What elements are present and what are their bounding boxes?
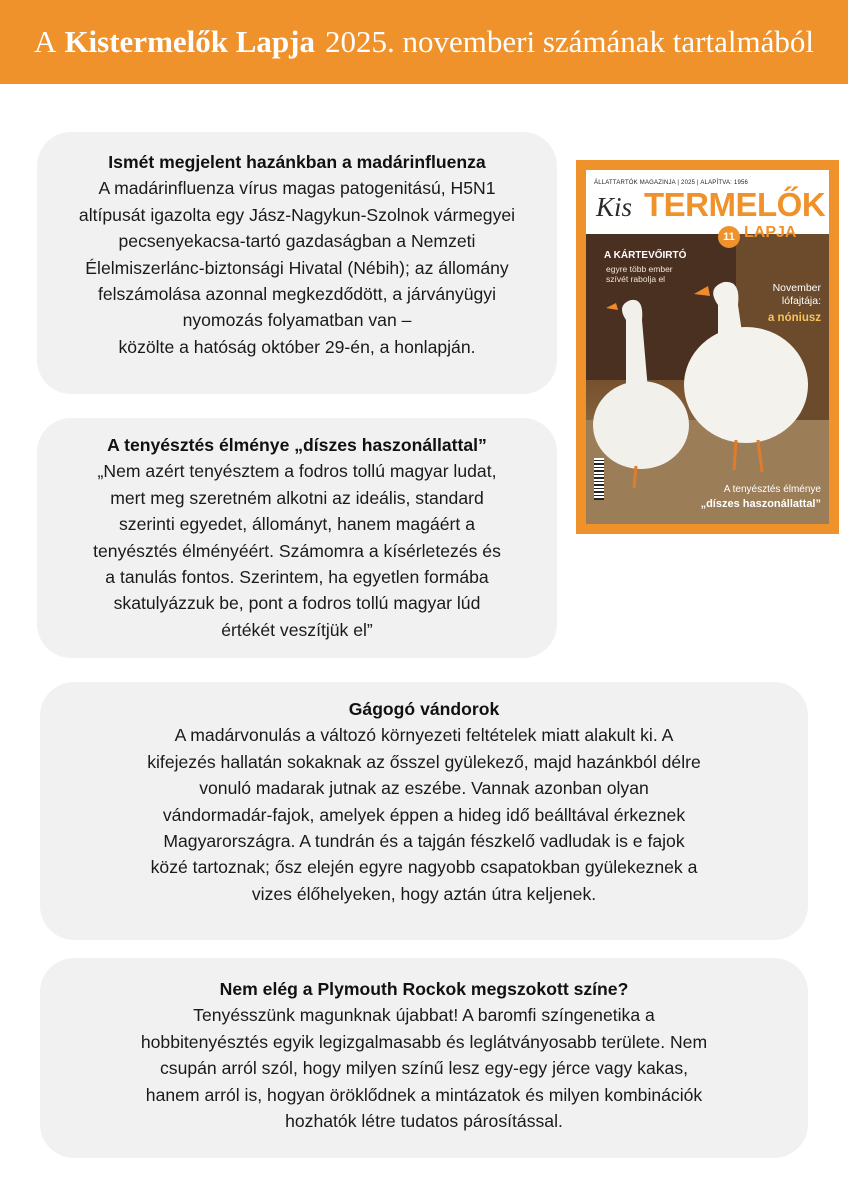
cover-photo [586, 170, 829, 524]
article-line: közölte a hatóság október 29-én, a honlapján. [118, 336, 476, 357]
article-line: tenyésztés élményéért. Számomra a kísérletezés és [93, 540, 501, 561]
article-title: Gágogó vándorok [348, 699, 500, 719]
header-banner [0, 0, 848, 84]
article-card-bird-flu [37, 132, 557, 394]
cover-teaser-sub: egyre több ember szívét rabolja el [606, 264, 673, 284]
article-line: Élelmiszerlánc-biztonsági Hivatal (Nébih); az állomány [85, 257, 509, 278]
cover-kis: Kis [596, 192, 633, 222]
article-line: hozhatók létre tudatos párosítással. [285, 1111, 563, 1132]
article-title: Nem elég a Plymouth Rockok megszokott színe? [219, 979, 629, 999]
cover-lapja: LAPJA [744, 224, 797, 241]
header-prefix: A [34, 24, 57, 59]
article-line: Magyarországra. A tundrán és a tajgán fészkelő vadludak is e fajok [163, 831, 685, 852]
article-line: A madárinfluenza vírus magas patogenitású, H5N1 [98, 178, 496, 199]
article-card-plymouth-rock [40, 958, 808, 1158]
article-line: pecsenyekacsa-tartó gazdaságban a Nemzeti [118, 231, 476, 252]
cover-teaser-label: A tenyésztés élménye [723, 484, 821, 495]
article-line: Tenyésszünk magunknak újabbat! A baromfi színgenetika a [193, 1005, 655, 1026]
article-line: A madárvonulás a változó környezeti feltételek miatt alakult ki. A [174, 725, 674, 746]
header-suffix: 2025. novemberi számának tartalmából [325, 24, 814, 59]
cover-teaser-title: A KÁRTEVŐIRTÓ [604, 250, 687, 261]
article-line: szerinti egyedet, állományt, hanem magáért a [119, 514, 475, 535]
article-line: skatulyázzuk be, pont a fodros tollú magyar lúd [113, 593, 481, 614]
article-line: kifejezés hallatán sokaknak az ősszel gyülekező, majd hazánkból délre [147, 751, 701, 772]
cover-termelok: TERMELŐK [644, 186, 826, 223]
article-line: közé tartoznak; ősz elején egyre nagyobb csapatokban gyülekeznek a [150, 857, 698, 878]
article-line: mert meg szeretném alkotni az ideális, standard [110, 487, 484, 508]
article-line: felszámolása azonnal megkezdődött, a járványügyi [97, 284, 497, 305]
article-card-migration [40, 682, 808, 940]
article-line: csupán arról szól, hogy milyen színű lesz egy-egy jérce vagy kakas, [159, 1058, 689, 1079]
article-line: vonuló madarak jutnak az eszébe. Vannak azonban olyan [199, 778, 649, 799]
cover-masthead-line: ÁLLATTARTÓK MAGAZINJA | 2025 | ALAPÍTVA: 1956 [594, 180, 749, 186]
cover-issue-number: 11 [718, 226, 740, 248]
magazine-name: Kistermelők Lapja [64, 24, 315, 59]
article-line: „Nem azért tenyésztem a fodros tollú magyar ludat, [97, 461, 497, 482]
article-line: vándormadár-fajok, amelyek éppen a hideg idő beálltával érkeznek [162, 804, 686, 825]
cover-teaser-label: November lófajtája: [772, 282, 821, 307]
article-line: hanem arról is, hogyan öröklődnek a mintázatok és milyen kombinációk [145, 1084, 703, 1105]
magazine-cover [576, 160, 839, 534]
article-line: nyomozás folyamatban van – [182, 310, 412, 331]
article-card-breeding [37, 418, 557, 658]
article-line: a tanulás fontos. Szerintem, ha egyetlen formába [105, 567, 489, 588]
cover-teaser-value: a nóniusz [767, 312, 821, 324]
cover-teaser-value: „díszes haszonállattal” [700, 498, 821, 510]
article-line: hobbitenyésztés egyik legizgalmasabb és leglátványosabb területe. Nem [140, 1031, 708, 1052]
barcode-icon [594, 458, 604, 500]
article-line: értékét veszítjük el” [221, 619, 373, 640]
article-title: A tenyésztés élménye „díszes haszonállattal” [107, 435, 487, 455]
article-line: altípusát igazolta egy Jász-Nagykun-Szolnok vármegyei [78, 204, 516, 225]
article-line: vizes élőhelyeken, hogy aztán útra keljenek. [251, 883, 597, 904]
article-title: Ismét megjelent hazánkban a madárinfluenza [108, 152, 486, 172]
